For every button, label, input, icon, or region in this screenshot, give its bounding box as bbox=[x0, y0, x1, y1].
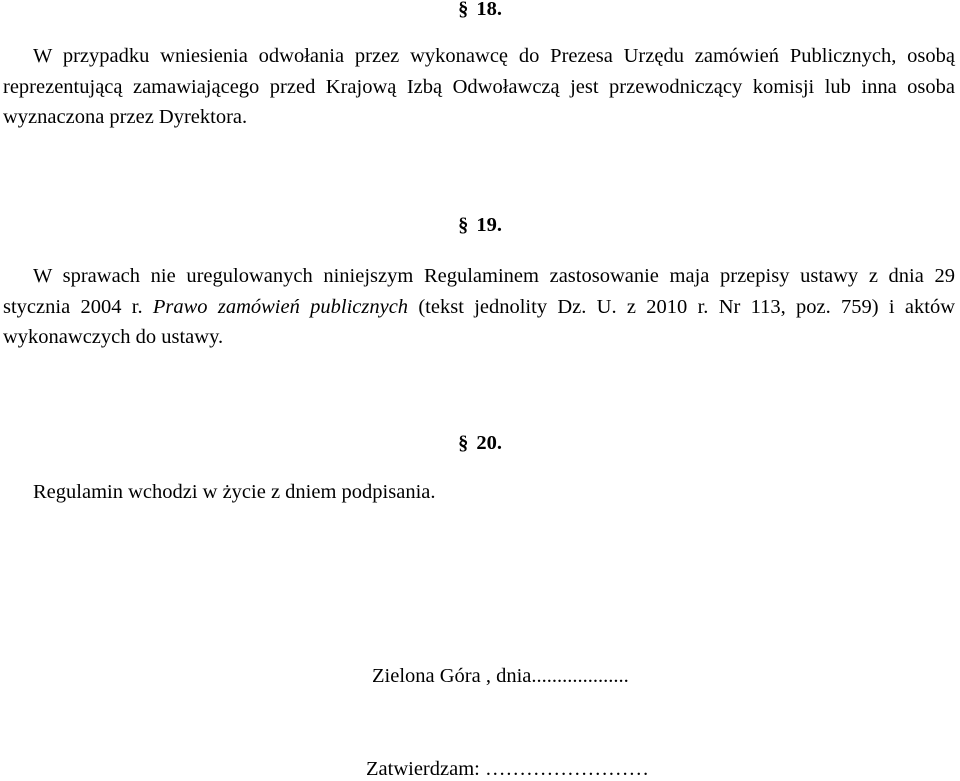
section-heading-19 bbox=[0, 214, 960, 237]
place-date-line: Zielona Góra , dnia................... bbox=[372, 665, 629, 687]
section-symbol: § bbox=[458, 0, 469, 20]
section-19-paragraph bbox=[3, 261, 955, 353]
section-18-paragraph: W przypadku wniesienia odwołania przez wykonawcę do Prezesa Urzędu zamówień Publicznych, osobą reprezentującą zamawiającego przed Krajową Izbą Odwoławczą jest przewodniczący komisji lub inna osoba wyznaczona przez Dyrektora. bbox=[3, 45, 955, 128]
section-symbol: § bbox=[458, 214, 469, 236]
section-number: 20. bbox=[476, 432, 502, 454]
act-title: Prawo zamówień publicznych bbox=[152, 295, 409, 318]
paragraph-text: (tekst jednolity Dz. U. z 2010 r. Nr 113, poz. 759) i aktów wykonawczych do ustawy. bbox=[3, 295, 955, 348]
section-number: 19. bbox=[476, 214, 502, 236]
paragraph-text: W sprawach nie uregulowanych niniejszym Regulaminem zastosowanie maja przepisy ustawy z dnia 29 stycznia 2004 r. bbox=[3, 265, 955, 318]
section-heading-18 bbox=[0, 0, 960, 21]
approval-line: Zatwierdzam: …………………… bbox=[366, 758, 649, 780]
section-symbol: § bbox=[458, 432, 469, 454]
section-number: 18. bbox=[476, 0, 502, 20]
section-heading-20 bbox=[0, 432, 960, 455]
section-20-paragraph: Regulamin wchodzi w życie z dniem podpisania. bbox=[33, 481, 436, 503]
